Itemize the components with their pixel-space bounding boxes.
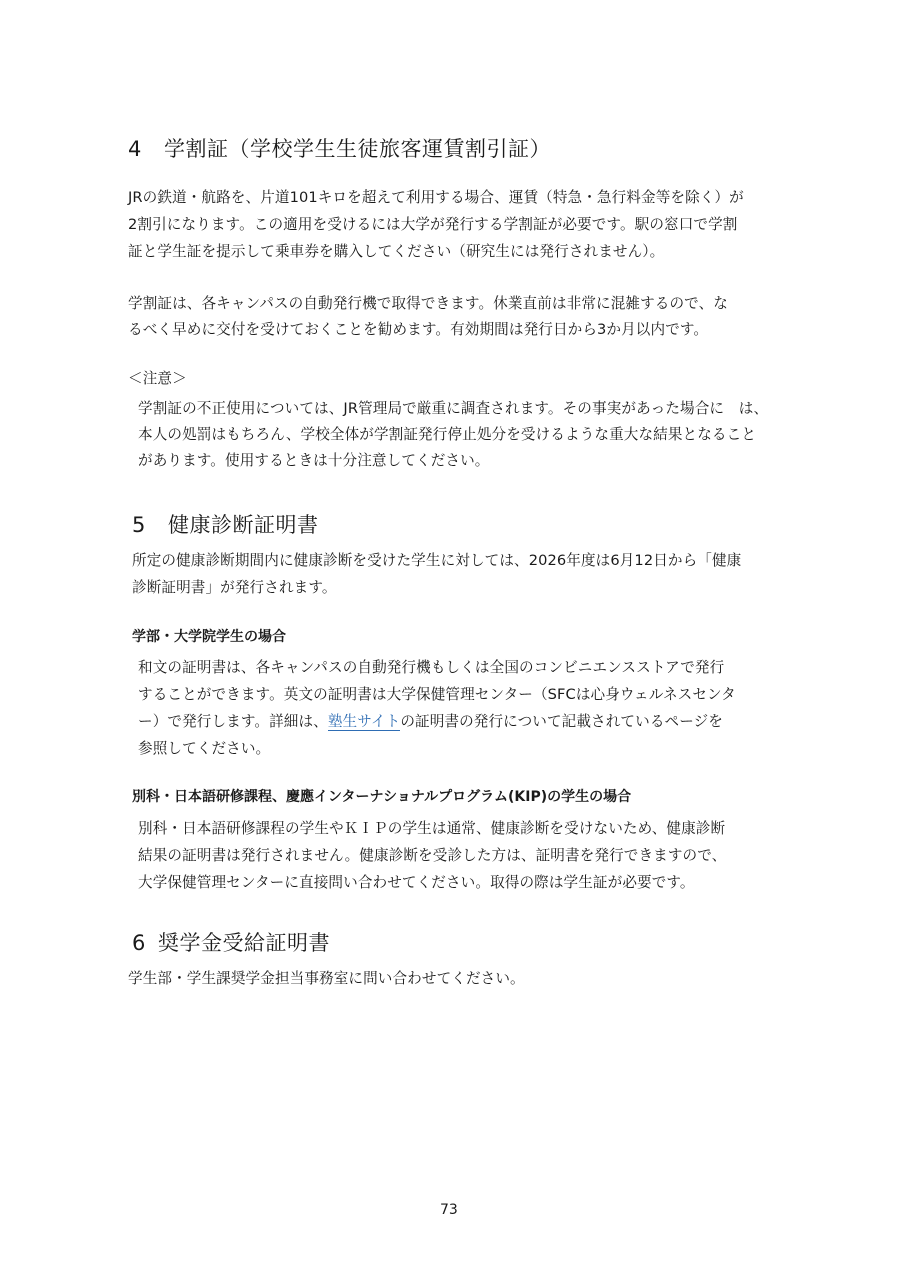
paragraph-line: 診断証明書」が発行されます。 xyxy=(132,579,337,596)
paragraph-line-with-link xyxy=(138,710,723,731)
paragraph-line: 別科・日本語研修課程の学生やＫＩＰの学生は通常、健康診断を受けないため、健康診断 xyxy=(138,820,726,837)
note-line: 学割証の不正使用については、JR管理局で厳重に調査されます。その事実があった場合に は、 xyxy=(138,400,769,417)
subsection-heading: 学部・大学院学生の場合 xyxy=(132,629,286,645)
text-before-link: ー）で発行します。詳細は、 xyxy=(138,713,328,730)
section-title: 健康診断証明書 xyxy=(168,513,319,537)
paragraph-line: することができます。英文の証明書は大学保健管理センター（SFCは心身ウェルネスセンタ xyxy=(138,686,736,703)
paragraph-line: るべく早めに交付を受けておくことを勧めます。有効期間は発行日から3か月以内です。 xyxy=(128,321,709,338)
paragraph-line: 学割証は、各キャンパスの自動発行機で取得できます。休業直前は非常に混雑するので、な xyxy=(128,295,728,312)
section-title: 学割証（学校学生生徒旅客運賃割引証） xyxy=(164,137,551,161)
section-number: 5 xyxy=(132,513,146,537)
note-line: 本人の処罰はもちろん、学校全体が学割証発行停止処分を受けるような重大な結果となること xyxy=(138,426,757,443)
page-number: 73 xyxy=(440,1202,458,1218)
paragraph-line: 2割引になります。この適用を受けるには大学が発行する学割証が必要です。駅の窓口で学割 xyxy=(128,216,738,233)
paragraph-line: 和文の証明書は、各キャンパスの自動発行機もしくは全国のコンビニエンスストアで発行 xyxy=(138,659,725,676)
paragraph-line: JRの鉄道・航路を、片道101キロを超えて利用する場合、運賃（特急・急行料金等を除く）が xyxy=(128,189,744,206)
subsection-heading: 別科・日本語研修課程、慶應インターナショナルプログラム(KIP)の学生の場合 xyxy=(132,789,632,805)
note-heading: ＜注意＞ xyxy=(128,370,187,387)
note-line: があります。使用するときは十分注意してください。 xyxy=(138,452,490,469)
paragraph-line: 所定の健康診断期間内に健康診断を受けた学生に対しては、2026年度は6月12日から「健康 xyxy=(132,552,742,569)
paragraph-line: 証と学生証を提示して乗車券を購入してください（研究生には発行されません）。 xyxy=(128,243,665,260)
paragraph-line: 参照してください。 xyxy=(138,740,271,757)
paragraph-line: 大学保健管理センターに直接問い合わせてください。取得の際は学生証が必要です。 xyxy=(138,874,695,891)
section-title: 奨学金受給証明書 xyxy=(158,931,330,955)
paragraph-line: 結果の証明書は発行されません。健康診断を受診した方は、証明書を発行できますので、 xyxy=(138,847,727,864)
juku-site-link[interactable]: 塾生サイト xyxy=(327,713,401,730)
paragraph-line: 学生部・学生課奨学金担当事務室に問い合わせてください。 xyxy=(128,970,525,987)
section-6-heading xyxy=(132,927,330,957)
section-number: 4 xyxy=(128,137,142,161)
section-4-heading xyxy=(128,133,551,163)
section-5-heading xyxy=(132,509,319,539)
text-after-link: の証明書の発行について記載されているページを xyxy=(400,713,723,730)
section-number: 6 xyxy=(132,931,146,955)
